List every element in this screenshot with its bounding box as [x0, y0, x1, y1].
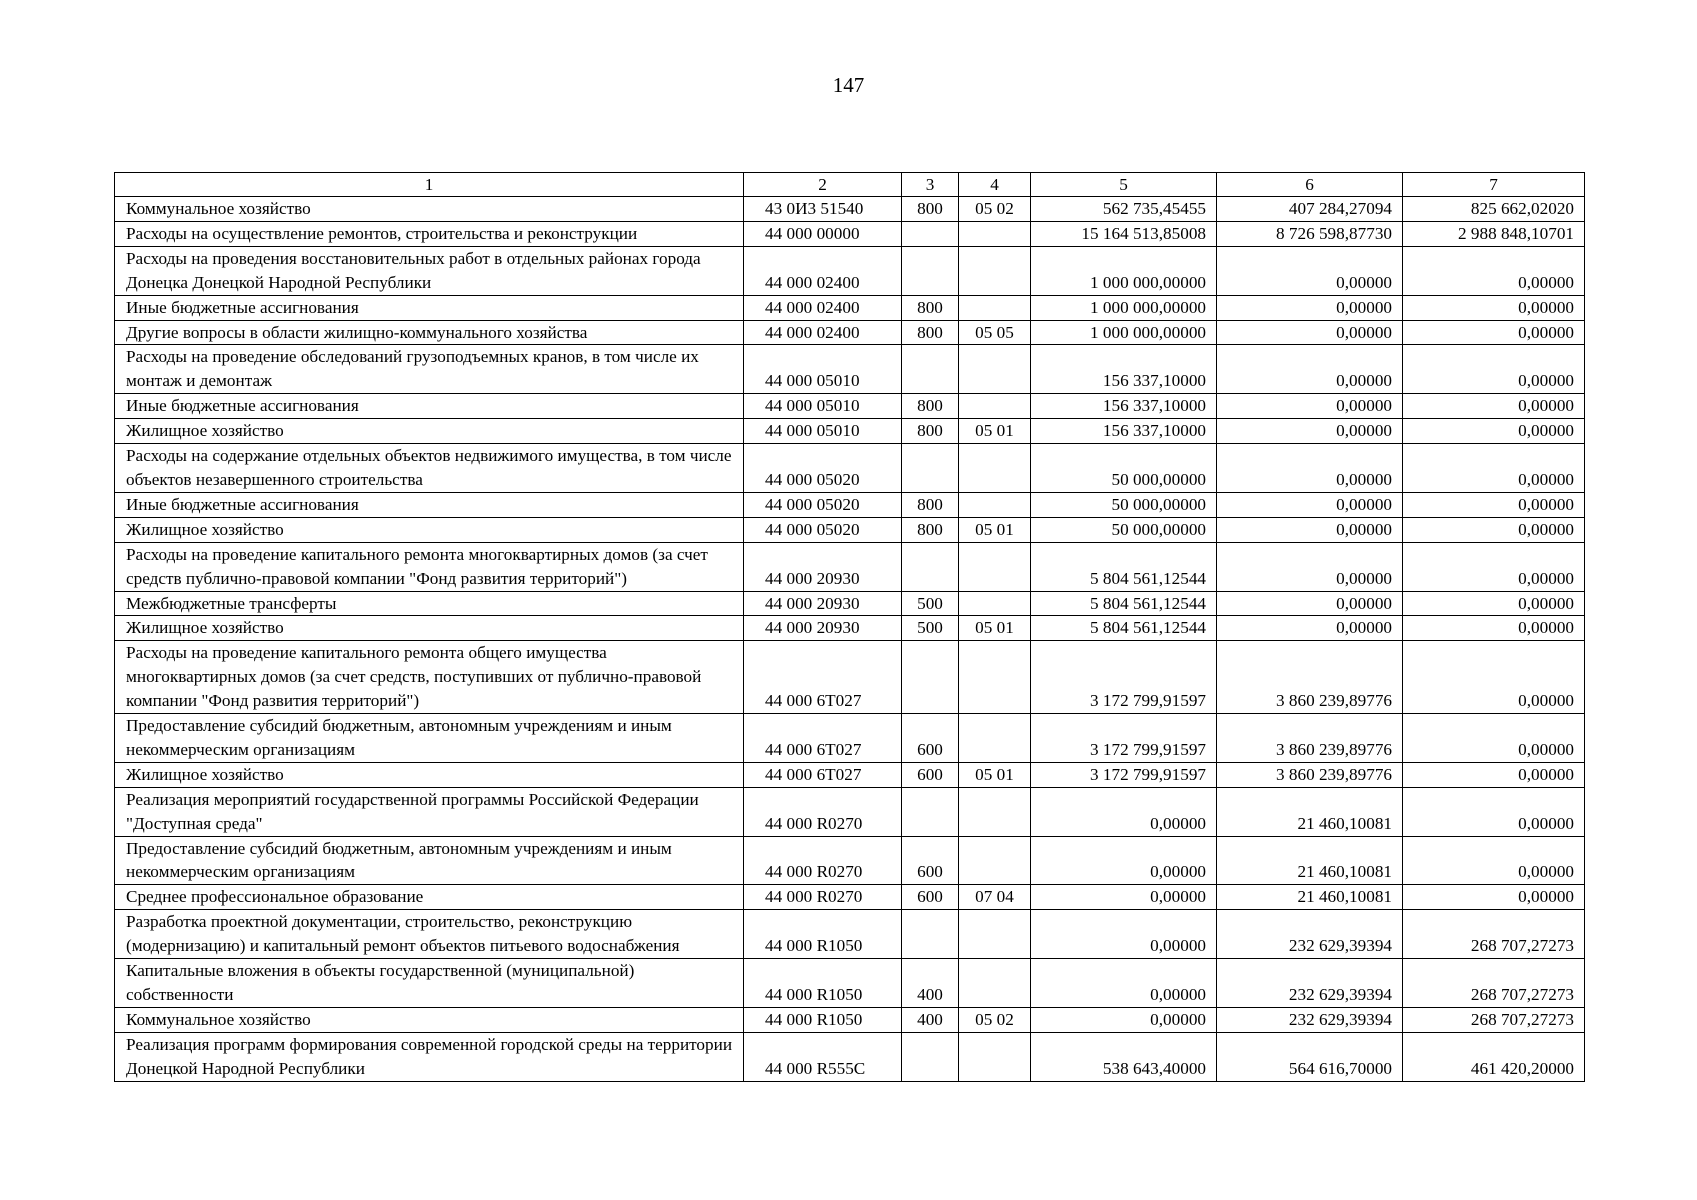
row-value-6-cell: 0,00000	[1217, 320, 1403, 345]
row-expense-type-cell	[902, 641, 959, 714]
row-value-6-cell: 0,00000	[1217, 591, 1403, 616]
row-value-5-cell: 0,00000	[1031, 787, 1217, 836]
row-code-cell: 44 000 6Т027	[744, 714, 902, 763]
row-name-cell: Предоставление субсидий бюджетным, автономным учреждениям и иным некоммерческим организациям	[115, 836, 744, 885]
row-value-5-cell: 0,00000	[1031, 1007, 1217, 1032]
row-section-cell	[959, 246, 1031, 295]
table-row	[115, 542, 1585, 591]
row-name-cell: Расходы на проведения восстановительных работ в отдельных районах города Донецка Донецкой Народной Республики	[115, 246, 744, 295]
column-header-6: 6	[1217, 173, 1403, 197]
row-value-5-cell: 0,00000	[1031, 910, 1217, 959]
table-row	[115, 591, 1585, 616]
table-row	[115, 345, 1585, 394]
row-expense-type-cell	[902, 444, 959, 493]
row-section-cell	[959, 444, 1031, 493]
row-name-cell: Жилищное хозяйство	[115, 517, 744, 542]
row-section-cell: 05 01	[959, 517, 1031, 542]
row-expense-type-cell: 600	[902, 762, 959, 787]
table-row	[115, 1032, 1585, 1081]
row-section-cell	[959, 591, 1031, 616]
row-code-cell: 44 000 R1050	[744, 959, 902, 1008]
row-expense-type-cell	[902, 542, 959, 591]
row-code-cell: 44 000 05020	[744, 444, 902, 493]
row-code-cell: 44 000 02400	[744, 246, 902, 295]
row-code-cell: 44 000 R1050	[744, 910, 902, 959]
table-row	[115, 320, 1585, 345]
row-value-6-cell: 0,00000	[1217, 246, 1403, 295]
row-code-cell: 44 000 02400	[744, 295, 902, 320]
column-header-7: 7	[1403, 173, 1585, 197]
row-value-6-cell: 8 726 598,87730	[1217, 221, 1403, 246]
table-row	[115, 787, 1585, 836]
table-row	[115, 762, 1585, 787]
row-value-7-cell: 0,00000	[1403, 787, 1585, 836]
row-value-6-cell: 3 860 239,89776	[1217, 641, 1403, 714]
row-expense-type-cell: 600	[902, 836, 959, 885]
table-row	[115, 295, 1585, 320]
row-value-7-cell: 0,00000	[1403, 492, 1585, 517]
row-value-6-cell: 0,00000	[1217, 394, 1403, 419]
row-value-6-cell: 0,00000	[1217, 616, 1403, 641]
row-value-7-cell: 0,00000	[1403, 762, 1585, 787]
row-name-cell: Расходы на осуществление ремонтов, строительства и реконструкции	[115, 221, 744, 246]
table-row	[115, 910, 1585, 959]
row-expense-type-cell: 400	[902, 1007, 959, 1032]
row-value-5-cell: 1 000 000,00000	[1031, 320, 1217, 345]
row-value-7-cell: 268 707,27273	[1403, 959, 1585, 1008]
row-value-7-cell: 0,00000	[1403, 345, 1585, 394]
row-value-6-cell: 232 629,39394	[1217, 959, 1403, 1008]
row-value-6-cell: 0,00000	[1217, 492, 1403, 517]
row-value-6-cell: 0,00000	[1217, 345, 1403, 394]
column-header-4: 4	[959, 173, 1031, 197]
row-section-cell	[959, 959, 1031, 1008]
row-value-7-cell: 0,00000	[1403, 641, 1585, 714]
row-value-6-cell: 0,00000	[1217, 419, 1403, 444]
row-expense-type-cell: 500	[902, 591, 959, 616]
page-number: 147	[832, 73, 865, 97]
row-value-5-cell: 50 000,00000	[1031, 492, 1217, 517]
row-value-5-cell: 156 337,10000	[1031, 419, 1217, 444]
row-value-6-cell: 232 629,39394	[1217, 1007, 1403, 1032]
row-name-cell: Предоставление субсидий бюджетным, автономным учреждениям и иным некоммерческим организациям	[115, 714, 744, 763]
row-value-7-cell: 0,00000	[1403, 320, 1585, 345]
row-value-5-cell: 3 172 799,91597	[1031, 714, 1217, 763]
row-value-6-cell: 21 460,10081	[1217, 787, 1403, 836]
row-value-6-cell: 0,00000	[1217, 517, 1403, 542]
row-value-7-cell: 268 707,27273	[1403, 910, 1585, 959]
column-header-2: 2	[744, 173, 902, 197]
row-section-cell	[959, 1032, 1031, 1081]
row-value-6-cell: 407 284,27094	[1217, 197, 1403, 222]
row-expense-type-cell: 800	[902, 419, 959, 444]
row-value-5-cell: 0,00000	[1031, 959, 1217, 1008]
row-code-cell: 44 000 02400	[744, 320, 902, 345]
row-expense-type-cell: 600	[902, 714, 959, 763]
row-value-7-cell: 0,00000	[1403, 394, 1585, 419]
row-section-cell	[959, 787, 1031, 836]
row-code-cell: 44 000 05020	[744, 492, 902, 517]
row-code-cell: 44 000 20930	[744, 616, 902, 641]
row-section-cell	[959, 345, 1031, 394]
row-name-cell: Коммунальное хозяйство	[115, 197, 744, 222]
row-value-7-cell: 0,00000	[1403, 444, 1585, 493]
row-section-cell	[959, 641, 1031, 714]
column-header-1: 1	[115, 173, 744, 197]
row-name-cell: Реализация программ формирования современной городской среды на территории Донецкой Народной Республики	[115, 1032, 744, 1081]
row-value-5-cell: 3 172 799,91597	[1031, 641, 1217, 714]
row-value-5-cell: 5 804 561,12544	[1031, 616, 1217, 641]
row-value-7-cell: 0,00000	[1403, 517, 1585, 542]
row-value-5-cell: 50 000,00000	[1031, 444, 1217, 493]
row-section-cell: 05 01	[959, 616, 1031, 641]
row-value-6-cell: 3 860 239,89776	[1217, 762, 1403, 787]
row-value-5-cell: 0,00000	[1031, 836, 1217, 885]
table-row	[115, 492, 1585, 517]
row-value-6-cell: 0,00000	[1217, 295, 1403, 320]
row-value-7-cell: 825 662,02020	[1403, 197, 1585, 222]
row-value-7-cell: 0,00000	[1403, 591, 1585, 616]
row-code-cell: 44 000 20930	[744, 591, 902, 616]
row-value-5-cell: 3 172 799,91597	[1031, 762, 1217, 787]
row-name-cell: Жилищное хозяйство	[115, 616, 744, 641]
row-value-7-cell: 0,00000	[1403, 885, 1585, 910]
row-value-5-cell: 1 000 000,00000	[1031, 246, 1217, 295]
row-value-5-cell: 15 164 513,85008	[1031, 221, 1217, 246]
row-value-7-cell: 0,00000	[1403, 542, 1585, 591]
table-row	[115, 959, 1585, 1008]
row-name-cell: Расходы на проведение обследований грузоподъемных кранов, в том числе их монтаж и демонтаж	[115, 345, 744, 394]
row-expense-type-cell: 800	[902, 295, 959, 320]
row-code-cell: 44 000 R0270	[744, 787, 902, 836]
row-value-6-cell: 3 860 239,89776	[1217, 714, 1403, 763]
table-row	[115, 394, 1585, 419]
row-value-6-cell: 21 460,10081	[1217, 836, 1403, 885]
row-name-cell: Иные бюджетные ассигнования	[115, 492, 744, 517]
row-section-cell	[959, 295, 1031, 320]
row-expense-type-cell: 800	[902, 197, 959, 222]
table-row	[115, 517, 1585, 542]
row-value-5-cell: 562 735,45455	[1031, 197, 1217, 222]
row-value-6-cell: 0,00000	[1217, 444, 1403, 493]
row-code-cell: 44 000 R0270	[744, 836, 902, 885]
row-section-cell	[959, 221, 1031, 246]
row-code-cell: 44 000 R0270	[744, 885, 902, 910]
row-expense-type-cell	[902, 910, 959, 959]
row-section-cell	[959, 836, 1031, 885]
row-section-cell: 05 02	[959, 1007, 1031, 1032]
row-code-cell: 44 000 00000	[744, 221, 902, 246]
row-section-cell	[959, 910, 1031, 959]
row-section-cell: 05 01	[959, 762, 1031, 787]
row-value-6-cell: 564 616,70000	[1217, 1032, 1403, 1081]
row-value-7-cell: 0,00000	[1403, 616, 1585, 641]
column-header-3: 3	[902, 173, 959, 197]
row-name-cell: Межбюджетные трансферты	[115, 591, 744, 616]
row-value-6-cell: 232 629,39394	[1217, 910, 1403, 959]
row-expense-type-cell: 600	[902, 885, 959, 910]
row-value-6-cell: 0,00000	[1217, 542, 1403, 591]
row-code-cell: 44 000 20930	[744, 542, 902, 591]
row-name-cell: Иные бюджетные ассигнования	[115, 295, 744, 320]
row-expense-type-cell	[902, 221, 959, 246]
row-section-cell: 05 05	[959, 320, 1031, 345]
row-value-5-cell: 538 643,40000	[1031, 1032, 1217, 1081]
row-code-cell: 43 0И3 51540	[744, 197, 902, 222]
row-name-cell: Капитальные вложения в объекты государственной (муниципальной) собственности	[115, 959, 744, 1008]
row-code-cell: 44 000 R555С	[744, 1032, 902, 1081]
header-row	[115, 173, 1585, 197]
row-value-7-cell: 0,00000	[1403, 836, 1585, 885]
table-body	[115, 173, 1585, 1082]
row-name-cell: Расходы на проведение капитального ремонта многоквартирных домов (за счет средств публично-правовой компании "Фонд развития территорий")	[115, 542, 744, 591]
row-code-cell: 44 000 05020	[744, 517, 902, 542]
row-expense-type-cell	[902, 246, 959, 295]
table-row	[115, 641, 1585, 714]
row-value-7-cell: 461 420,20000	[1403, 1032, 1585, 1081]
table-row	[115, 836, 1585, 885]
row-value-7-cell: 0,00000	[1403, 246, 1585, 295]
row-value-7-cell: 0,00000	[1403, 714, 1585, 763]
row-section-cell: 05 01	[959, 419, 1031, 444]
table-row	[115, 221, 1585, 246]
table-row	[115, 616, 1585, 641]
budget-table	[114, 172, 1585, 1082]
row-expense-type-cell	[902, 345, 959, 394]
row-code-cell: 44 000 05010	[744, 394, 902, 419]
row-name-cell: Коммунальное хозяйство	[115, 1007, 744, 1032]
row-value-5-cell: 0,00000	[1031, 885, 1217, 910]
row-expense-type-cell: 800	[902, 492, 959, 517]
row-name-cell: Расходы на проведение капитального ремонта общего имущества многоквартирных домов (за счет средств, поступивших от публично-правовой компании "Фонд развития территорий")	[115, 641, 744, 714]
row-name-cell: Расходы на содержание отдельных объектов недвижимого имущества, в том числе объектов незавершенного строительства	[115, 444, 744, 493]
table-row	[115, 1007, 1585, 1032]
row-expense-type-cell	[902, 1032, 959, 1081]
row-section-cell	[959, 394, 1031, 419]
row-value-5-cell: 156 337,10000	[1031, 394, 1217, 419]
row-expense-type-cell	[902, 787, 959, 836]
row-name-cell: Жилищное хозяйство	[115, 419, 744, 444]
row-section-cell	[959, 542, 1031, 591]
row-expense-type-cell: 800	[902, 517, 959, 542]
row-name-cell: Разработка проектной документации, строительство, реконструкцию (модернизацию) и капитальный ремонт объектов питьевого водоснабжения	[115, 910, 744, 959]
table-row	[115, 419, 1585, 444]
row-expense-type-cell: 400	[902, 959, 959, 1008]
row-code-cell: 44 000 05010	[744, 419, 902, 444]
row-section-cell	[959, 714, 1031, 763]
table-row	[115, 246, 1585, 295]
row-value-7-cell: 268 707,27273	[1403, 1007, 1585, 1032]
row-section-cell	[959, 492, 1031, 517]
column-header-5: 5	[1031, 173, 1217, 197]
row-expense-type-cell: 800	[902, 320, 959, 345]
row-value-5-cell: 50 000,00000	[1031, 517, 1217, 542]
row-name-cell: Другие вопросы в области жилищно-коммунального хозяйства	[115, 320, 744, 345]
row-code-cell: 44 000 R1050	[744, 1007, 902, 1032]
row-section-cell: 07 04	[959, 885, 1031, 910]
row-name-cell: Иные бюджетные ассигнования	[115, 394, 744, 419]
row-value-5-cell: 1 000 000,00000	[1031, 295, 1217, 320]
row-name-cell: Реализация мероприятий государственной программы Российской Федерации "Доступная среда"	[115, 787, 744, 836]
row-code-cell: 44 000 6Т027	[744, 762, 902, 787]
row-name-cell: Жилищное хозяйство	[115, 762, 744, 787]
table-row	[115, 714, 1585, 763]
row-value-5-cell: 156 337,10000	[1031, 345, 1217, 394]
row-name-cell: Среднее профессиональное образование	[115, 885, 744, 910]
row-value-7-cell: 2 988 848,10701	[1403, 221, 1585, 246]
row-code-cell: 44 000 6Т027	[744, 641, 902, 714]
row-value-6-cell: 21 460,10081	[1217, 885, 1403, 910]
row-code-cell: 44 000 05010	[744, 345, 902, 394]
table-row	[115, 197, 1585, 222]
row-value-5-cell: 5 804 561,12544	[1031, 542, 1217, 591]
row-value-7-cell: 0,00000	[1403, 295, 1585, 320]
table-row	[115, 444, 1585, 493]
table-row	[115, 885, 1585, 910]
row-expense-type-cell: 500	[902, 616, 959, 641]
row-section-cell: 05 02	[959, 197, 1031, 222]
row-expense-type-cell: 800	[902, 394, 959, 419]
row-value-5-cell: 5 804 561,12544	[1031, 591, 1217, 616]
row-value-7-cell: 0,00000	[1403, 419, 1585, 444]
